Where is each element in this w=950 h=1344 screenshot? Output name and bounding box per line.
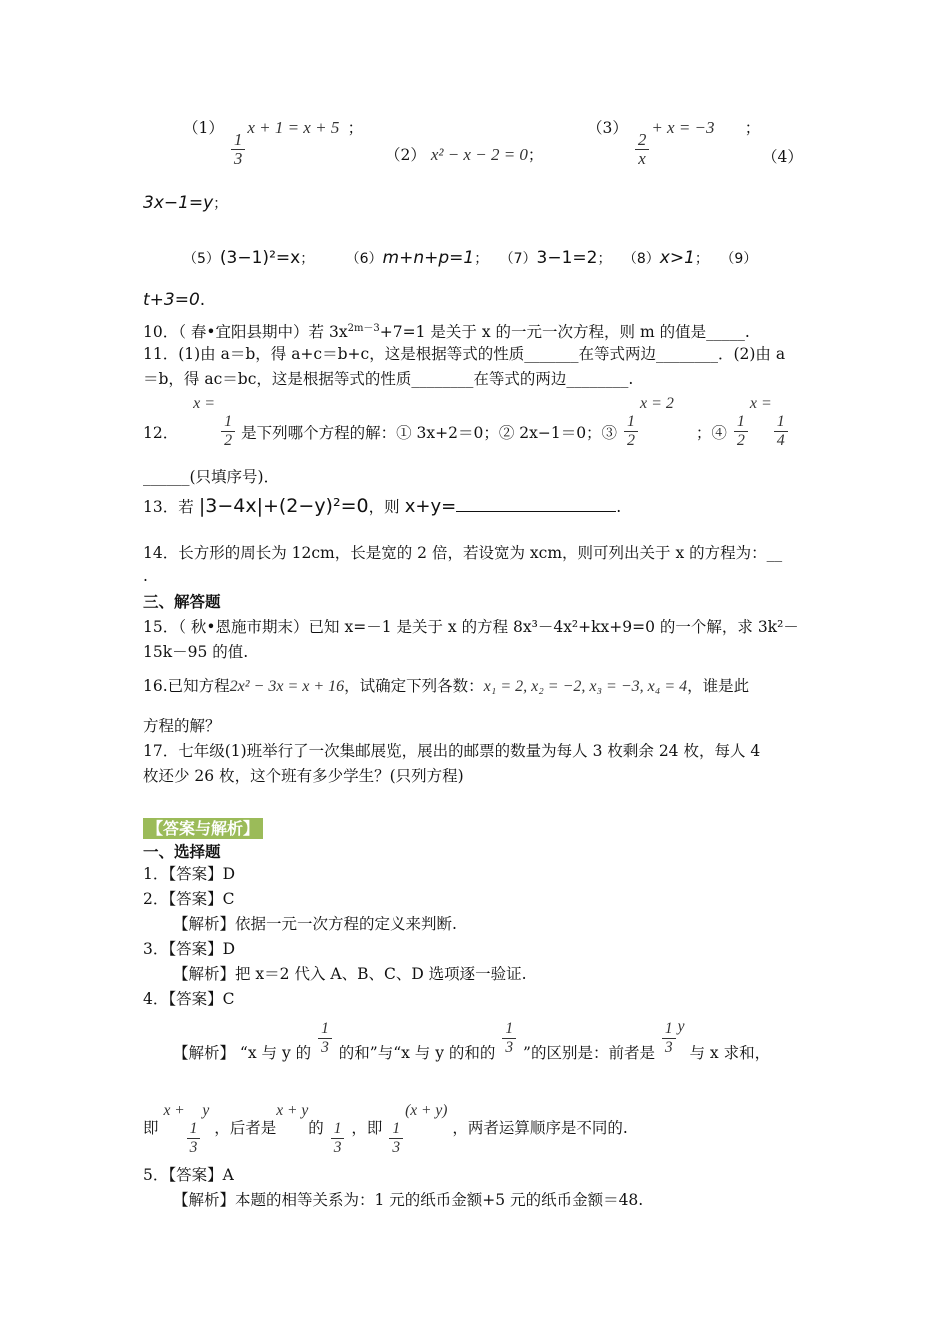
q9-line1: （1） $\frac{1}{3}$ x + 1 = x + 5 ；	[183, 118, 364, 168]
question-11-line2: ＝b，得 ac＝bc，这是根据等式的性质________在等式的两边________.	[143, 370, 634, 388]
q16-candidates: x₁ = 2, x₂ = −2, x₃ = −3, x₄ = 4	[483, 678, 688, 695]
answer-5: 5．【答案】A	[143, 1166, 234, 1184]
answer-2: 2．【答案】C	[143, 890, 235, 908]
answer-5-explanation: 【解析】本题的相等关系为：1 元的纸币金额+5 元的纸币金额＝48.	[173, 1191, 644, 1209]
question-13: 13．若 |3−4x|+(2−y)²=0，则 x+y= .	[143, 495, 622, 517]
equation-3: $\frac{2}{x}$ + x = −3	[633, 118, 719, 137]
answer-4-explanation-line1: 【解析】 “x 与 y 的 $\frac{1}{3}$ 的和”与“x 与 y 的和的 $\frac{1}{3}$ ”的区别是：前者是 $\frac{1}{3}$ y 与 x 求和，	[173, 1018, 771, 1062]
equation-7: 3−1=2	[536, 248, 598, 268]
section-3-heading: 三、解答题	[143, 592, 221, 611]
question-12-line2: ______(只填序号)．	[143, 468, 280, 486]
q12-option-3: $\frac{1}{2}$ x = 2	[622, 395, 678, 412]
equation-5: (3−1)²=x	[219, 248, 301, 268]
question-11-line1: 11．(1)由 a＝b，得 a+c＝b+c，这是根据等式的性质_______在等式两边________．(2)由 a	[143, 345, 786, 363]
q9-item-2: （2） x² − x − 2 = 0；	[385, 145, 544, 164]
question-17-line1: 17．七年级(1)班举行了一次集邮展览，展出的邮票的数量为每人 3 枚剩余 24 枚，每人 4	[143, 742, 761, 760]
answer-4: 4．【答案】C	[143, 990, 235, 1008]
q9-line4: t+3=0.	[143, 290, 206, 310]
answers-section-1: 一、选择题	[143, 842, 221, 861]
question-15-line2: 15k－95 的值.	[143, 643, 249, 661]
q9-line3: （5）(3−1)²=x； （6）m+n+p=1； （7）3−1=2； （8）x>1； （9）	[183, 248, 758, 268]
question-14-line1: 14．长方形的周长为 12cm，长是宽的 2 倍，若设宽为 xcm，则可列出关于 x 的方程为：__	[143, 544, 783, 562]
question-15-line1: 15．（ 秋•恩施市期末）已知 x=－1 是关于 x 的方程 8x³－4x²+kx+9=0 的一个解，求 3k²－	[143, 618, 799, 636]
question-16-line2: 方程的解？	[143, 717, 221, 735]
answers-banner: 【答案与解析】	[143, 816, 263, 839]
equation-1: $\frac{1}{3}$ x + 1 = x + 5	[229, 118, 344, 137]
answer-3: 3．【答案】D	[143, 940, 236, 958]
q9-item-3: （3） $\frac{2}{x}$ + x = −3 ；	[587, 118, 761, 168]
q16-equation: 2x² − 3x = x + 16	[229, 678, 345, 695]
question-17-line2: 枚还少 26 枚，这个班有多少学生？(只列方程)	[143, 767, 464, 785]
q13-answer-blank[interactable]	[456, 497, 616, 512]
q13-expression: |3−4x|+(2−y)²=0	[198, 495, 369, 517]
q9-line2: 3x−1=y；	[143, 193, 228, 213]
question-14-line2: .	[143, 567, 148, 585]
q9-item-4-label: （4）	[762, 148, 803, 166]
answer-2-explanation: 【解析】依据一元一次方程的定义来判断.	[173, 915, 457, 933]
question-16: 16.已知方程2x² − 3x = x + 16，试确定下列各数：x₁ = 2, x₂ = −2, x₃ = −3, x₄ = 4，谁是此	[143, 677, 750, 695]
answer-1: 1．【答案】D	[143, 865, 236, 883]
equation-2: x² − x − 2 = 0	[430, 145, 528, 164]
q12-option-4: $\frac{1}{2}$ x = $\frac{1}{4}$	[732, 395, 790, 412]
q12-x-value: x = $\frac{1}{2}$	[193, 395, 241, 412]
item-1-label: （1）	[183, 119, 224, 137]
equation-4: 3x−1=y	[143, 193, 214, 213]
answer-3-explanation: 【解析】把 x＝2 代入 A、B、C、D 选项逐一验证.	[173, 965, 527, 983]
question-12: 12． x = $\frac{1}{2}$ 是下列哪个方程的解：① 3x+2＝0；② 2x−1＝0；③ $\frac{1}{2}$ x = 2 ；④ $\frac{1}{2}$ x = $\frac{1}{4}$	[143, 393, 790, 450]
question-10: 10．（ 春•宜阳县期中）若 $3x^{2m-3}+7=1$ 是关于 x 的一元一次方程，则 m 的值是_____.	[143, 323, 750, 342]
answer-4-explanation-line2: 即 x + $\frac{1}{3}$ y ，后者是x + y的 $\frac{1}{3}$ ，即 $\frac{1}{3}$ (x + y) ，两者运算顺序是不同的.	[143, 1102, 628, 1156]
equation-6: m+n+p=1	[382, 248, 475, 268]
equation-9: t+3=0	[143, 290, 200, 310]
equation-8: x>1	[659, 248, 695, 268]
